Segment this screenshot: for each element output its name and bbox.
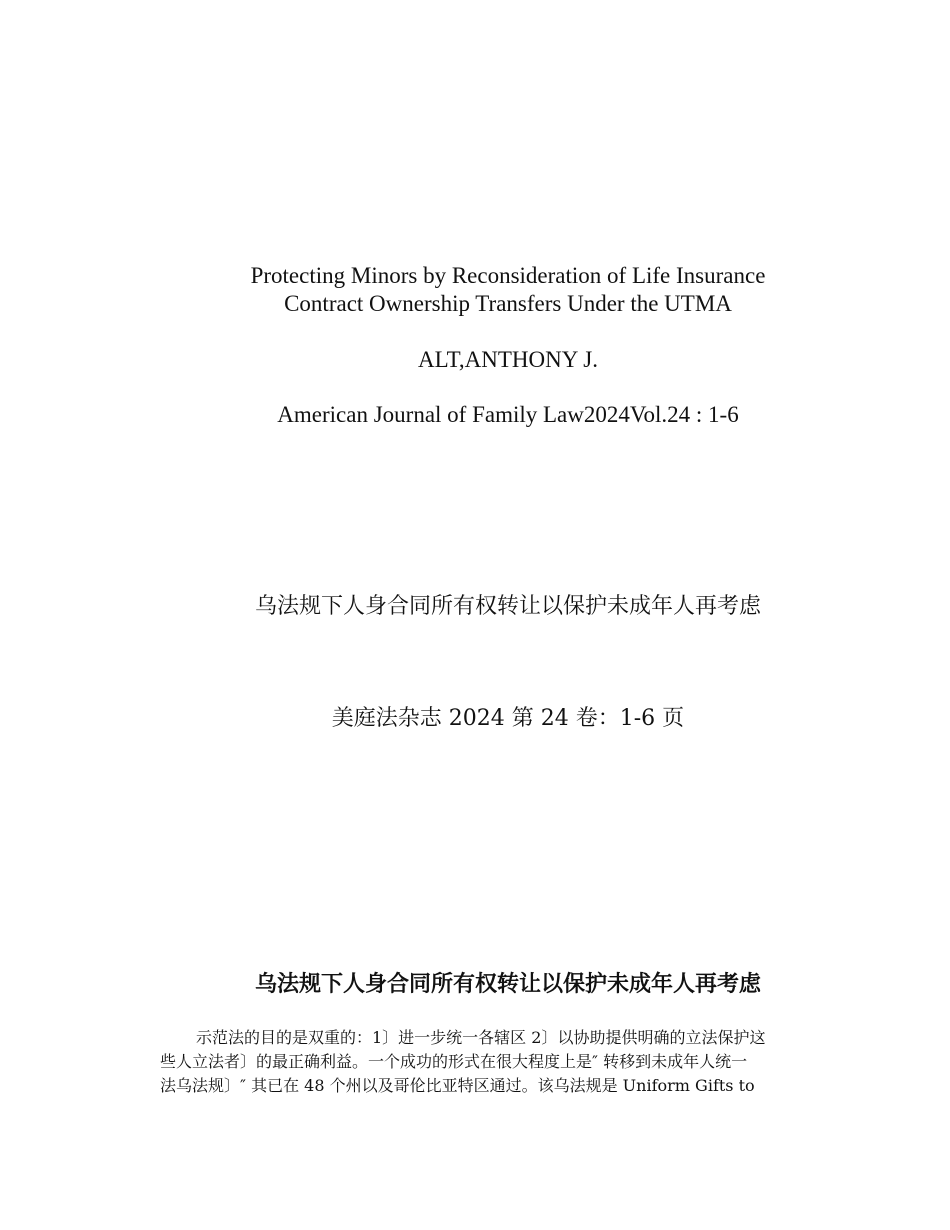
chinese-journal-citation: 美庭法杂志 2024 第 24 卷：1-6 页	[331, 706, 685, 731]
chinese-body-paragraph: 示范法的目的是双重的：1〕进一步统一各辖区 2〕以协助提供明确的立法保护这 些人立法者〕的最正确利益。一个成功的形式在很大程度上是″ 转移到未成年人统一 法乌法规〕″ 其已在 48 个州以及哥伦比亚特区通过。该乌法规是 Uniform Gifts to	[160, 1028, 766, 1095]
english-title-line-1: Protecting Minors by Reconsideration of Life Insurance	[250, 263, 766, 288]
chinese-section-heading: 乌法规下人身合同所有权转让以保护未成年人再考虑	[254, 972, 761, 997]
english-title-line-2: Contract Ownership Transfers Under the UTMA	[284, 291, 732, 316]
english-title	[0, 262, 950, 318]
author-name: ALT,ANTHONY J.	[418, 347, 598, 372]
chinese-title: 乌法规下人身合同所有权转让以保护未成年人再考虑	[254, 594, 761, 619]
english-journal-citation: American Journal of Family Law2024Vol.24 : 1-6	[277, 402, 739, 427]
